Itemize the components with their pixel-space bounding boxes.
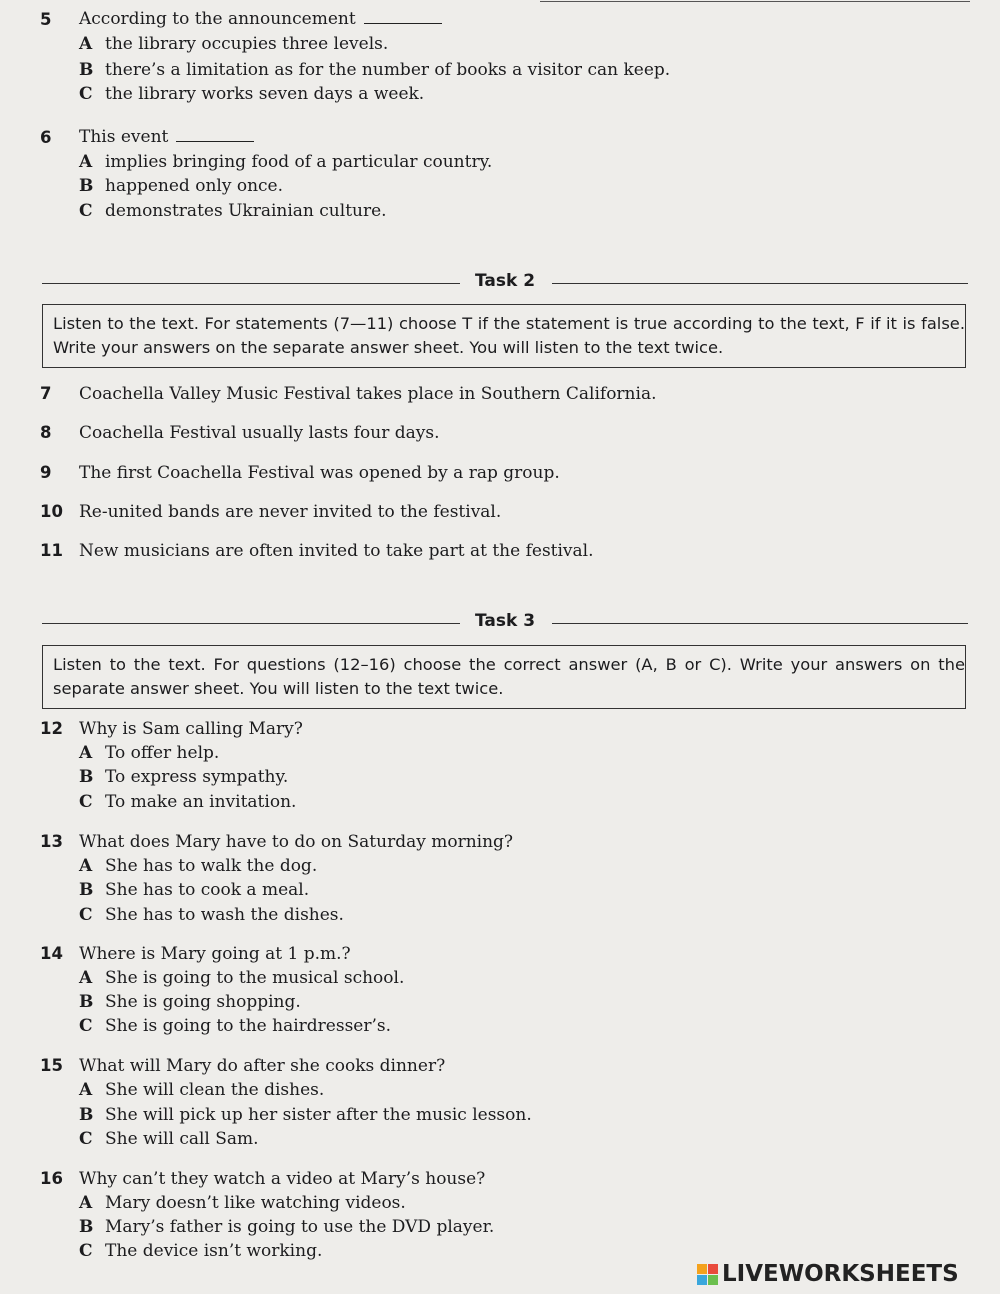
option-c bbox=[79, 1241, 322, 1261]
task-title: Task 2 bbox=[474, 271, 536, 291]
option-text: She is going shopping. bbox=[105, 992, 301, 1012]
option-letter: C bbox=[79, 905, 93, 925]
option-a bbox=[79, 34, 388, 54]
liveworksheets-logo[interactable] bbox=[697, 1259, 959, 1289]
option-c bbox=[79, 792, 296, 812]
option-a bbox=[79, 968, 404, 988]
option-letter: A bbox=[79, 152, 93, 172]
option-c bbox=[79, 1129, 259, 1149]
question-stem bbox=[79, 9, 442, 29]
option-text: implies bringing food of a particular country. bbox=[105, 152, 493, 172]
option-text: She has to walk the dog. bbox=[105, 856, 318, 876]
option-text: Mary’s father is going to use the DVD player. bbox=[105, 1217, 495, 1237]
option-letter: B bbox=[79, 992, 94, 1012]
option-letter: A bbox=[79, 1080, 93, 1100]
option-letter: A bbox=[79, 743, 93, 763]
statement-text: New musicians are often invited to take part at the festival. bbox=[79, 541, 594, 561]
question-number: 5 bbox=[40, 10, 52, 29]
option-c bbox=[79, 201, 387, 221]
option-text: She has to wash the dishes. bbox=[105, 905, 344, 925]
logo-square bbox=[697, 1264, 707, 1274]
question-stem: What does Mary have to do on Saturday morning? bbox=[79, 832, 514, 852]
statement-text: The first Coachella Festival was opened by a rap group. bbox=[79, 463, 560, 483]
option-letter: B bbox=[79, 767, 94, 787]
logo-square bbox=[697, 1275, 707, 1285]
statement-text: Coachella Valley Music Festival takes place in Southern California. bbox=[79, 384, 657, 404]
question-stem-text: According to the announcement bbox=[79, 9, 356, 29]
option-a bbox=[79, 152, 492, 172]
task-title: Task 3 bbox=[474, 611, 536, 631]
statement-text: Re-united bands are never invited to the festival. bbox=[79, 502, 502, 522]
option-text: Mary doesn’t like watching videos. bbox=[105, 1193, 406, 1213]
option-letter: C bbox=[79, 1016, 93, 1036]
option-letter: B bbox=[79, 1105, 94, 1125]
option-text: She is going to the musical school. bbox=[105, 968, 405, 988]
answer-blank bbox=[176, 127, 254, 142]
option-b bbox=[79, 1217, 494, 1237]
option-letter: A bbox=[79, 856, 93, 876]
question-stem: Where is Mary going at 1 p.m.? bbox=[79, 944, 351, 964]
option-b bbox=[79, 767, 288, 787]
option-letter: C bbox=[79, 792, 93, 812]
header-rule-right bbox=[552, 623, 968, 624]
option-letter: B bbox=[79, 880, 94, 900]
option-letter: C bbox=[79, 84, 93, 104]
option-b bbox=[79, 1105, 532, 1125]
logo-grid-icon bbox=[697, 1264, 718, 1285]
option-text: To make an invitation. bbox=[105, 792, 297, 812]
task-3-instructions: Listen to the text. For questions (12–16) choose the correct answer (A, B or C). Write your answers on the separate answer sheet. You will listen to the text twice. bbox=[42, 645, 966, 709]
top-rule bbox=[540, 1, 970, 2]
option-text: She will call Sam. bbox=[105, 1129, 259, 1149]
option-text: The device isn’t working. bbox=[105, 1241, 323, 1261]
statement-number: 7 bbox=[40, 384, 52, 403]
question-stem bbox=[79, 127, 254, 147]
option-text: the library works seven days a week. bbox=[105, 84, 425, 104]
statement-number: 10 bbox=[40, 502, 63, 521]
option-text: She is going to the hairdresser’s. bbox=[105, 1016, 392, 1036]
option-a bbox=[79, 1080, 324, 1100]
statement-number: 11 bbox=[40, 541, 63, 560]
question-stem: Why is Sam calling Mary? bbox=[79, 719, 303, 739]
statement-text: Coachella Festival usually lasts four days. bbox=[79, 423, 440, 443]
logo-square bbox=[708, 1264, 718, 1274]
option-letter: C bbox=[79, 1241, 93, 1261]
question-number: 13 bbox=[40, 832, 63, 851]
statement-number: 9 bbox=[40, 463, 52, 482]
task-2-instructions: Listen to the text. For statements (7—11) choose T if the statement is true according to the text, F if it is false. Write your answers on the separate answer sheet. You will listen to the text twice. bbox=[42, 304, 966, 368]
option-c bbox=[79, 1016, 391, 1036]
option-b bbox=[79, 992, 301, 1012]
option-letter: C bbox=[79, 1129, 93, 1149]
option-b bbox=[79, 880, 309, 900]
option-c bbox=[79, 905, 344, 925]
option-text: the library occupies three levels. bbox=[105, 34, 389, 54]
option-b bbox=[79, 60, 670, 80]
question-stem: What will Mary do after she cooks dinner? bbox=[79, 1056, 446, 1076]
option-a bbox=[79, 743, 219, 763]
question-number: 14 bbox=[40, 944, 63, 963]
option-letter: A bbox=[79, 34, 93, 54]
option-c bbox=[79, 84, 424, 104]
option-letter: B bbox=[79, 60, 94, 80]
option-a bbox=[79, 1193, 406, 1213]
question-number: 16 bbox=[40, 1169, 63, 1188]
question-number: 12 bbox=[40, 719, 63, 738]
question-number: 15 bbox=[40, 1056, 63, 1075]
header-rule-right bbox=[552, 283, 968, 284]
answer-blank bbox=[364, 9, 442, 24]
question-stem: Why can’t they watch a video at Mary’s house? bbox=[79, 1169, 486, 1189]
option-text: She has to cook a meal. bbox=[105, 880, 310, 900]
question-stem-text: This event bbox=[79, 127, 169, 147]
logo-text: LIVEWORKSHEETS bbox=[722, 1261, 959, 1287]
option-letter: C bbox=[79, 201, 93, 221]
option-text: She will pick up her sister after the music lesson. bbox=[105, 1105, 532, 1125]
question-number: 6 bbox=[40, 128, 52, 147]
statement-number: 8 bbox=[40, 423, 52, 442]
option-letter: A bbox=[79, 968, 93, 988]
option-a bbox=[79, 856, 317, 876]
option-text: demonstrates Ukrainian culture. bbox=[105, 201, 387, 221]
option-letter: B bbox=[79, 176, 94, 196]
logo-square bbox=[708, 1275, 718, 1285]
option-text: happened only once. bbox=[105, 176, 284, 196]
option-letter: B bbox=[79, 1217, 94, 1237]
option-letter: A bbox=[79, 1193, 93, 1213]
option-text: She will clean the dishes. bbox=[105, 1080, 325, 1100]
option-b bbox=[79, 176, 283, 196]
option-text: To offer help. bbox=[105, 743, 220, 763]
option-text: To express sympathy. bbox=[105, 767, 289, 787]
task-3-header bbox=[42, 611, 968, 635]
task-2-header bbox=[42, 271, 968, 295]
option-text: there’s a limitation as for the number of books a visitor can keep. bbox=[105, 60, 671, 80]
